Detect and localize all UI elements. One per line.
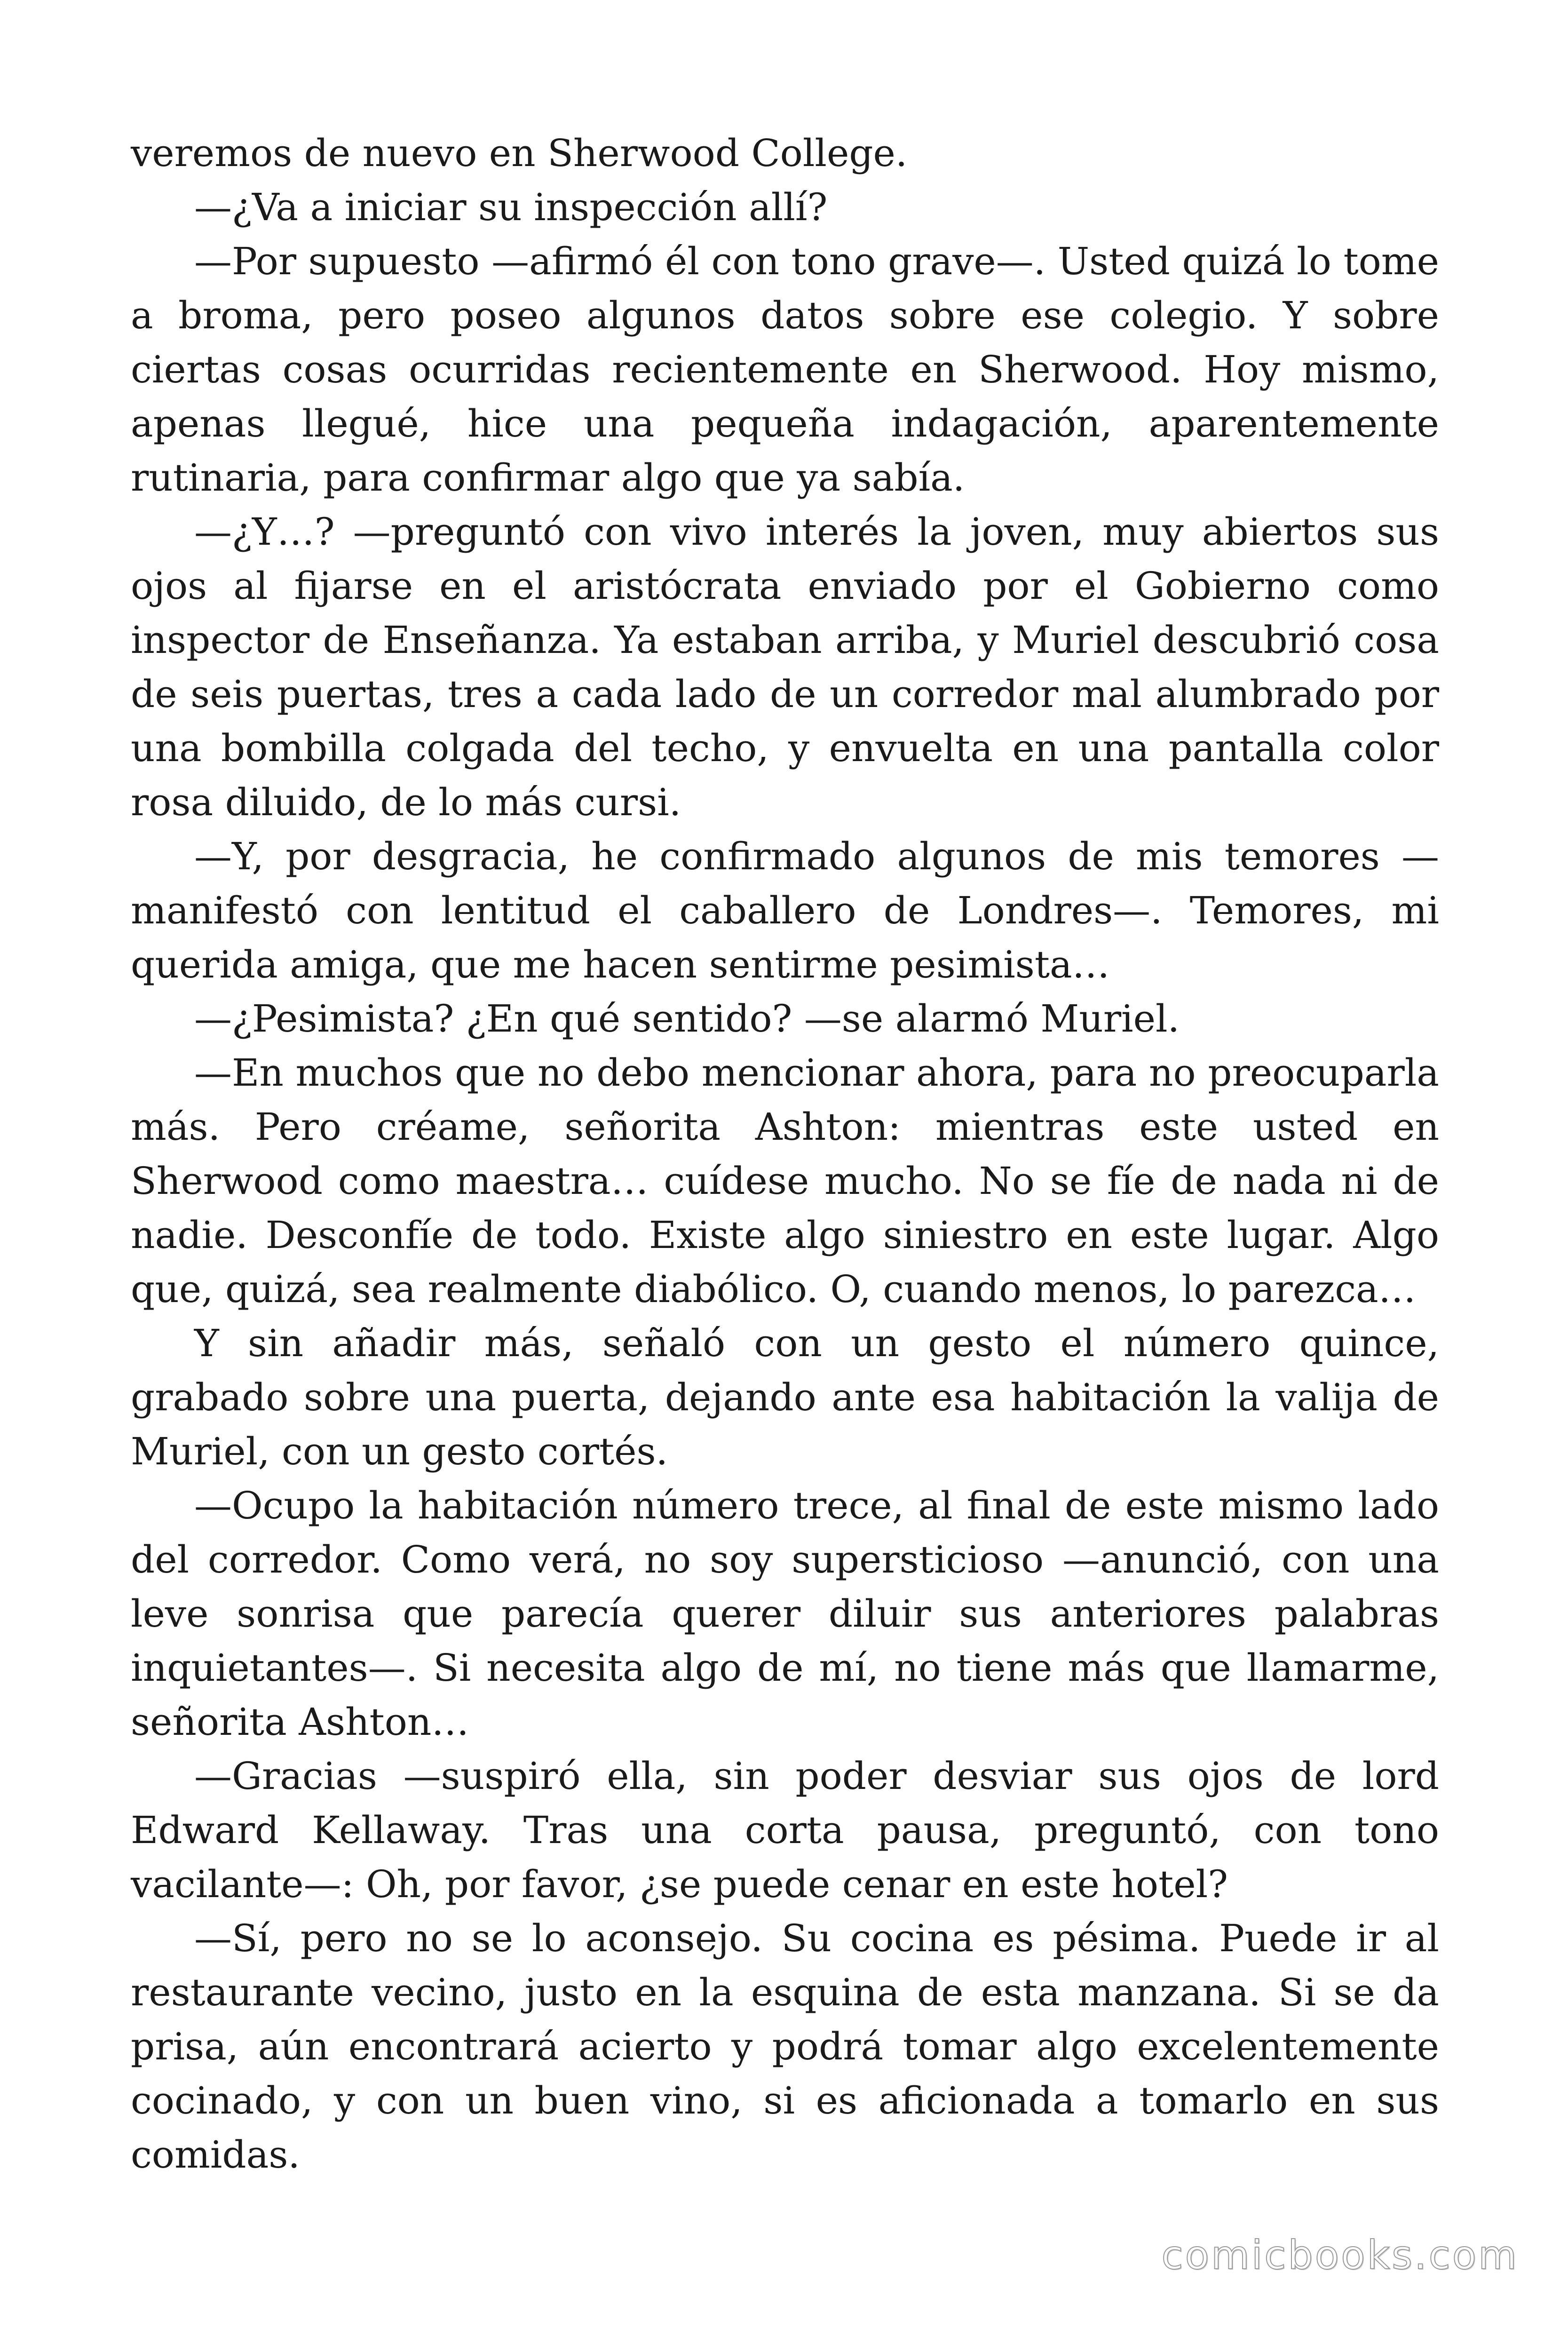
paragraph: —¿Va a iniciar su inspección allí? <box>194 185 828 229</box>
paragraph-continuation: veremos de nuevo en Sherwood College. <box>131 131 908 175</box>
watermark: comicbooks.com <box>1161 2232 1519 2278</box>
body-text <box>131 126 1439 2182</box>
paragraph: —Gracias —suspiró ella, sin poder desviar sus ojos de lord Edward Kellaway. Tras una corta pausa, preguntó, con tono vacilante—: Oh, por favor, ¿se puede cenar en este hotel? <box>131 1754 1439 1906</box>
paragraph: Y sin añadir más, señaló con un gesto el número quince, grabado sobre una puerta, dejando ante esa habitación la valija de Muriel, con un gesto cortés. <box>131 1321 1439 1473</box>
paragraph: —Ocupo la habitación número trece, al final de este mismo lado del corredor. Como verá, no soy supersticioso —anunció, con una leve sonrisa que parecía querer diluir sus anteriores palabras inquietantes—. Si necesita algo de mí, no tiene más que llamarme, señorita Ashton… <box>131 1484 1439 1744</box>
paragraph: —Y, por desgracia, he confirmado algunos de mis temores —manifestó con lentitud el caballero de Londres—. Temores, mi querida amiga, que me hacen sentirme pesimista… <box>131 834 1439 986</box>
paragraph: —¿Pesimista? ¿En qué sentido? —se alarmó Muriel. <box>194 997 1180 1041</box>
paragraph: —Por supuesto —afirmó él con tono grave—. Usted quizá lo tome a broma, pero poseo algunos datos sobre ese colegio. Y sobre ciertas cosas ocurridas recientemente en Sherwood. Hoy mismo, apenas llegué, hice una pequeña indagación, aparentemente rutinaria, para confirmar algo que ya sabía. <box>131 239 1439 500</box>
paragraph: —En muchos que no debo mencionar ahora, para no preocuparla más. Pero créame, señorita Ashton: mientras este usted en Sherwood como maestra… cuídese mucho. No se fíe de nada ni de nadie. Desconfíe de todo. Existe algo siniestro en este lugar. Algo que, quizá, sea realmente diabólico. O, cuando menos, lo parezca… <box>131 1051 1439 1311</box>
paragraph: —¿Y…? —preguntó con vivo interés la joven, muy abiertos sus ojos al fijarse en el aristócrata enviado por el Gobierno como inspector de Enseñanza. Ya estaban arriba, y Muriel descubrió cosa de seis puertas, tres a cada lado de un corredor mal alumbrado por una bombilla colgada del techo, y envuelta en una pantalla color rosa diluido, de lo más cursi. <box>131 510 1439 824</box>
paragraph: —Sí, pero no se lo aconsejo. Su cocina es pésima. Puede ir al restaurante vecino, justo en la esquina de esta manzana. Si se da prisa, aún encontrará acierto y podrá tomar algo excelentemente cocinado, y con un buen vino, si es aficionada a tomarlo en sus comidas. <box>131 1916 1439 2177</box>
